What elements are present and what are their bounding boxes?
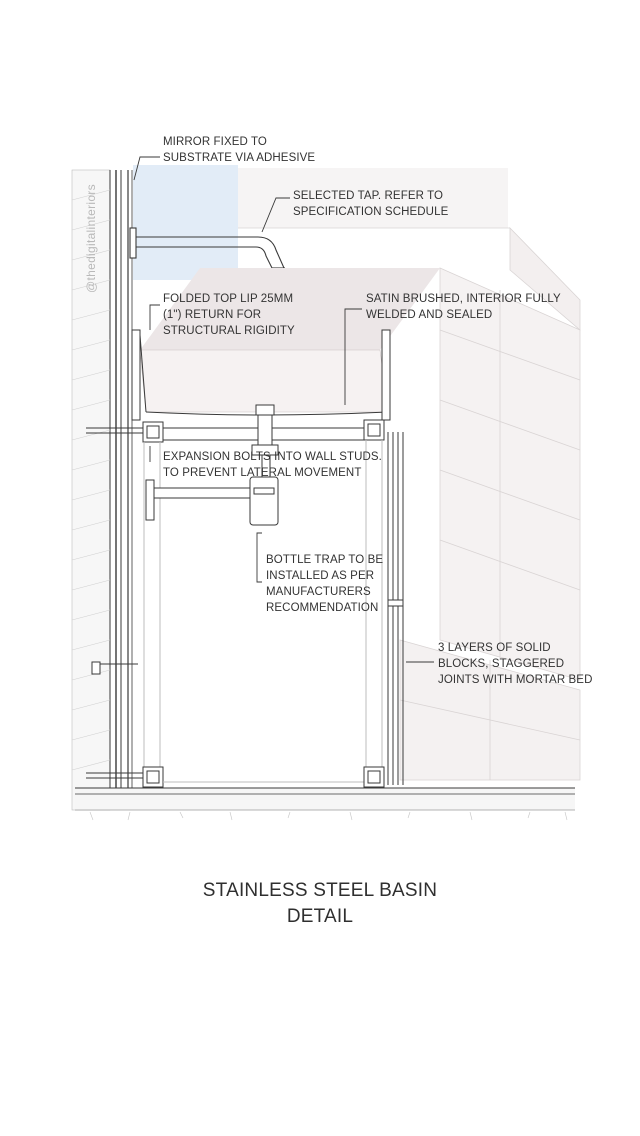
- annotation-line: SUBSTRATE VIA ADHESIVE: [163, 152, 316, 164]
- title-line: STAINLESS STEEL BASIN: [202, 880, 438, 901]
- annotation-tap: [293, 188, 448, 220]
- annotation-line: JOINTS WITH MORTAR BED: [438, 674, 593, 686]
- annotation-bolts: [163, 449, 382, 481]
- annotation-blocks: [438, 640, 592, 688]
- annotation-line: MANUFACTURERS: [266, 586, 371, 598]
- annotation-line: SPECIFICATION SCHEDULE: [293, 206, 449, 218]
- watermark: @thedigitalinteriors: [84, 184, 98, 293]
- floor: [75, 788, 575, 820]
- drawing-title: [0, 878, 640, 930]
- annotation-finish: [366, 291, 561, 323]
- annotation-line: WELDED AND SEALED: [366, 309, 493, 321]
- wall-layers: [72, 170, 132, 810]
- annotation-line: 3 LAYERS OF SOLID: [438, 642, 551, 654]
- annotation-line: BOTTLE TRAP TO BE: [266, 554, 384, 566]
- annotation-line: FOLDED TOP LIP 25MM: [163, 293, 294, 305]
- annotation-line: EXPANSION BOLTS INTO WALL STUDS.: [163, 451, 382, 463]
- title-line: DETAIL: [286, 906, 354, 927]
- annotation-line: STRUCTURAL RIGIDITY: [163, 325, 295, 337]
- annotation-line: MIRROR FIXED TO: [163, 136, 267, 148]
- annotation-trap: [266, 552, 383, 616]
- annotation-line: SELECTED TAP. REFER TO: [293, 190, 444, 202]
- annotation-line: RECOMMENDATION: [266, 602, 379, 614]
- annotation-line: (1") RETURN FOR: [163, 309, 262, 321]
- annotation-mirror: [163, 134, 315, 166]
- annotation-line: TO PREVENT LATERAL MOVEMENT: [163, 467, 362, 479]
- annotation-lip: [163, 291, 295, 339]
- annotation-line: INSTALLED AS PER: [266, 570, 375, 582]
- annotation-line: BLOCKS, STAGGERED: [438, 658, 565, 670]
- annotation-line: SATIN BRUSHED, INTERIOR FULLY: [366, 293, 561, 305]
- mirror-panel: [133, 165, 238, 280]
